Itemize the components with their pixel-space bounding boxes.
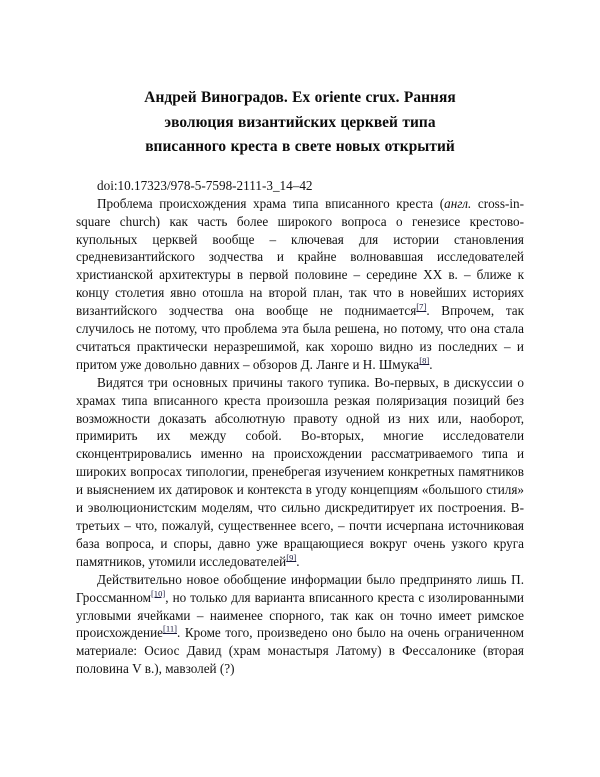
footnote-ref-11[interactable]: [11] bbox=[162, 624, 177, 635]
footnote-ref-10[interactable]: [10] bbox=[150, 588, 166, 599]
page-title bbox=[76, 0, 524, 160]
paragraph-1-text-c: . Впрочем, так случилось не потому, что проблема эта была решена, но потому, что она стала считаться практически неразрешимой, как хорошо видно из последних – и притом уже довольно давних – обзоров Д. Ланге и Н. Шмука bbox=[76, 303, 524, 372]
language-abbreviation-italic: англ. bbox=[444, 195, 472, 211]
body-paragraph-2 bbox=[76, 374, 524, 571]
body-paragraph-3 bbox=[76, 571, 524, 678]
title-line-3: вписанного креста в свете новых открытий bbox=[145, 138, 455, 156]
body-paragraph-1 bbox=[76, 195, 524, 374]
paragraph-1-text-a: Проблема происхождения храма типа вписанного креста ( bbox=[97, 195, 445, 211]
paragraph-2-text-a: Видятся три основных причины такого тупика. Во-первых, в дискуссии о храмах типа вписанного креста произошла резкая поляризация позиций без возможности доказать абсолютную правоту одной из них или, наоборот, примирить их между собой. Во-вторых, многие исследователи сконцентрировались именно на происхождении рассматриваемого типа и широких вопросах типологии, пренебрегая изучением конкретных памятников и выяснением их датировок и контекста в угоду концепциям «большого стиля» и эволюционистским моделям, что сильно дискредитирует их построения. В-третьих – что, пожалуй, существеннее всего, – почти исчерпана источниковая база вопроса, и споры, давно уже вращающиеся вокруг очень узкого круга памятников, утомили исследователей bbox=[76, 374, 524, 569]
paragraph-1-text-d: . bbox=[429, 356, 433, 372]
title-line-1: Андрей Виноградов. Ex oriente crux. Ранняя bbox=[144, 89, 456, 106]
page-content-column bbox=[76, 0, 524, 678]
footnote-ref-8[interactable]: [8] bbox=[419, 355, 430, 366]
paragraph-3-text-a: Действительно новое обобщение информации было предпринято лишь П. Гроссманном bbox=[76, 571, 524, 605]
paragraph-3-text-c: . Кроме того, произведено оно было на очень ограниченном материале: Осиос Давид (храм монастыря Латому) в Фессалонике (вторая половина V в.), мавзолей (?) bbox=[76, 625, 524, 677]
doi-identifier: doi:10.17323/978-5-7598-2111-3_14–42 bbox=[97, 177, 313, 193]
paragraph-2-text-b: . bbox=[296, 553, 300, 569]
paragraph-3-text-b: , но только для варианта вписанного креста с изолированными угловыми ячейками – наименее спорного, так как он точно имеет римское происхождение bbox=[76, 589, 524, 641]
footnote-ref-7[interactable]: [7] bbox=[416, 301, 427, 312]
title-line-2: эволюция византийских церквей типа bbox=[164, 113, 436, 131]
paragraph-1-text-b: cross-in-square church) как часть более широкого вопроса о генезисе крестово-купольных церквей вообще – ключевая для истории становления средневизантийского зодчества и крайне волновавшая исследователей христианской архитектуры в первой половине – середине XX в. – ближе к концу столетия явно отошла на второй план, так что в новейших историях византийского зодчества она вообще не поднимается bbox=[76, 195, 524, 319]
footnote-ref-9[interactable]: [9] bbox=[286, 552, 297, 563]
